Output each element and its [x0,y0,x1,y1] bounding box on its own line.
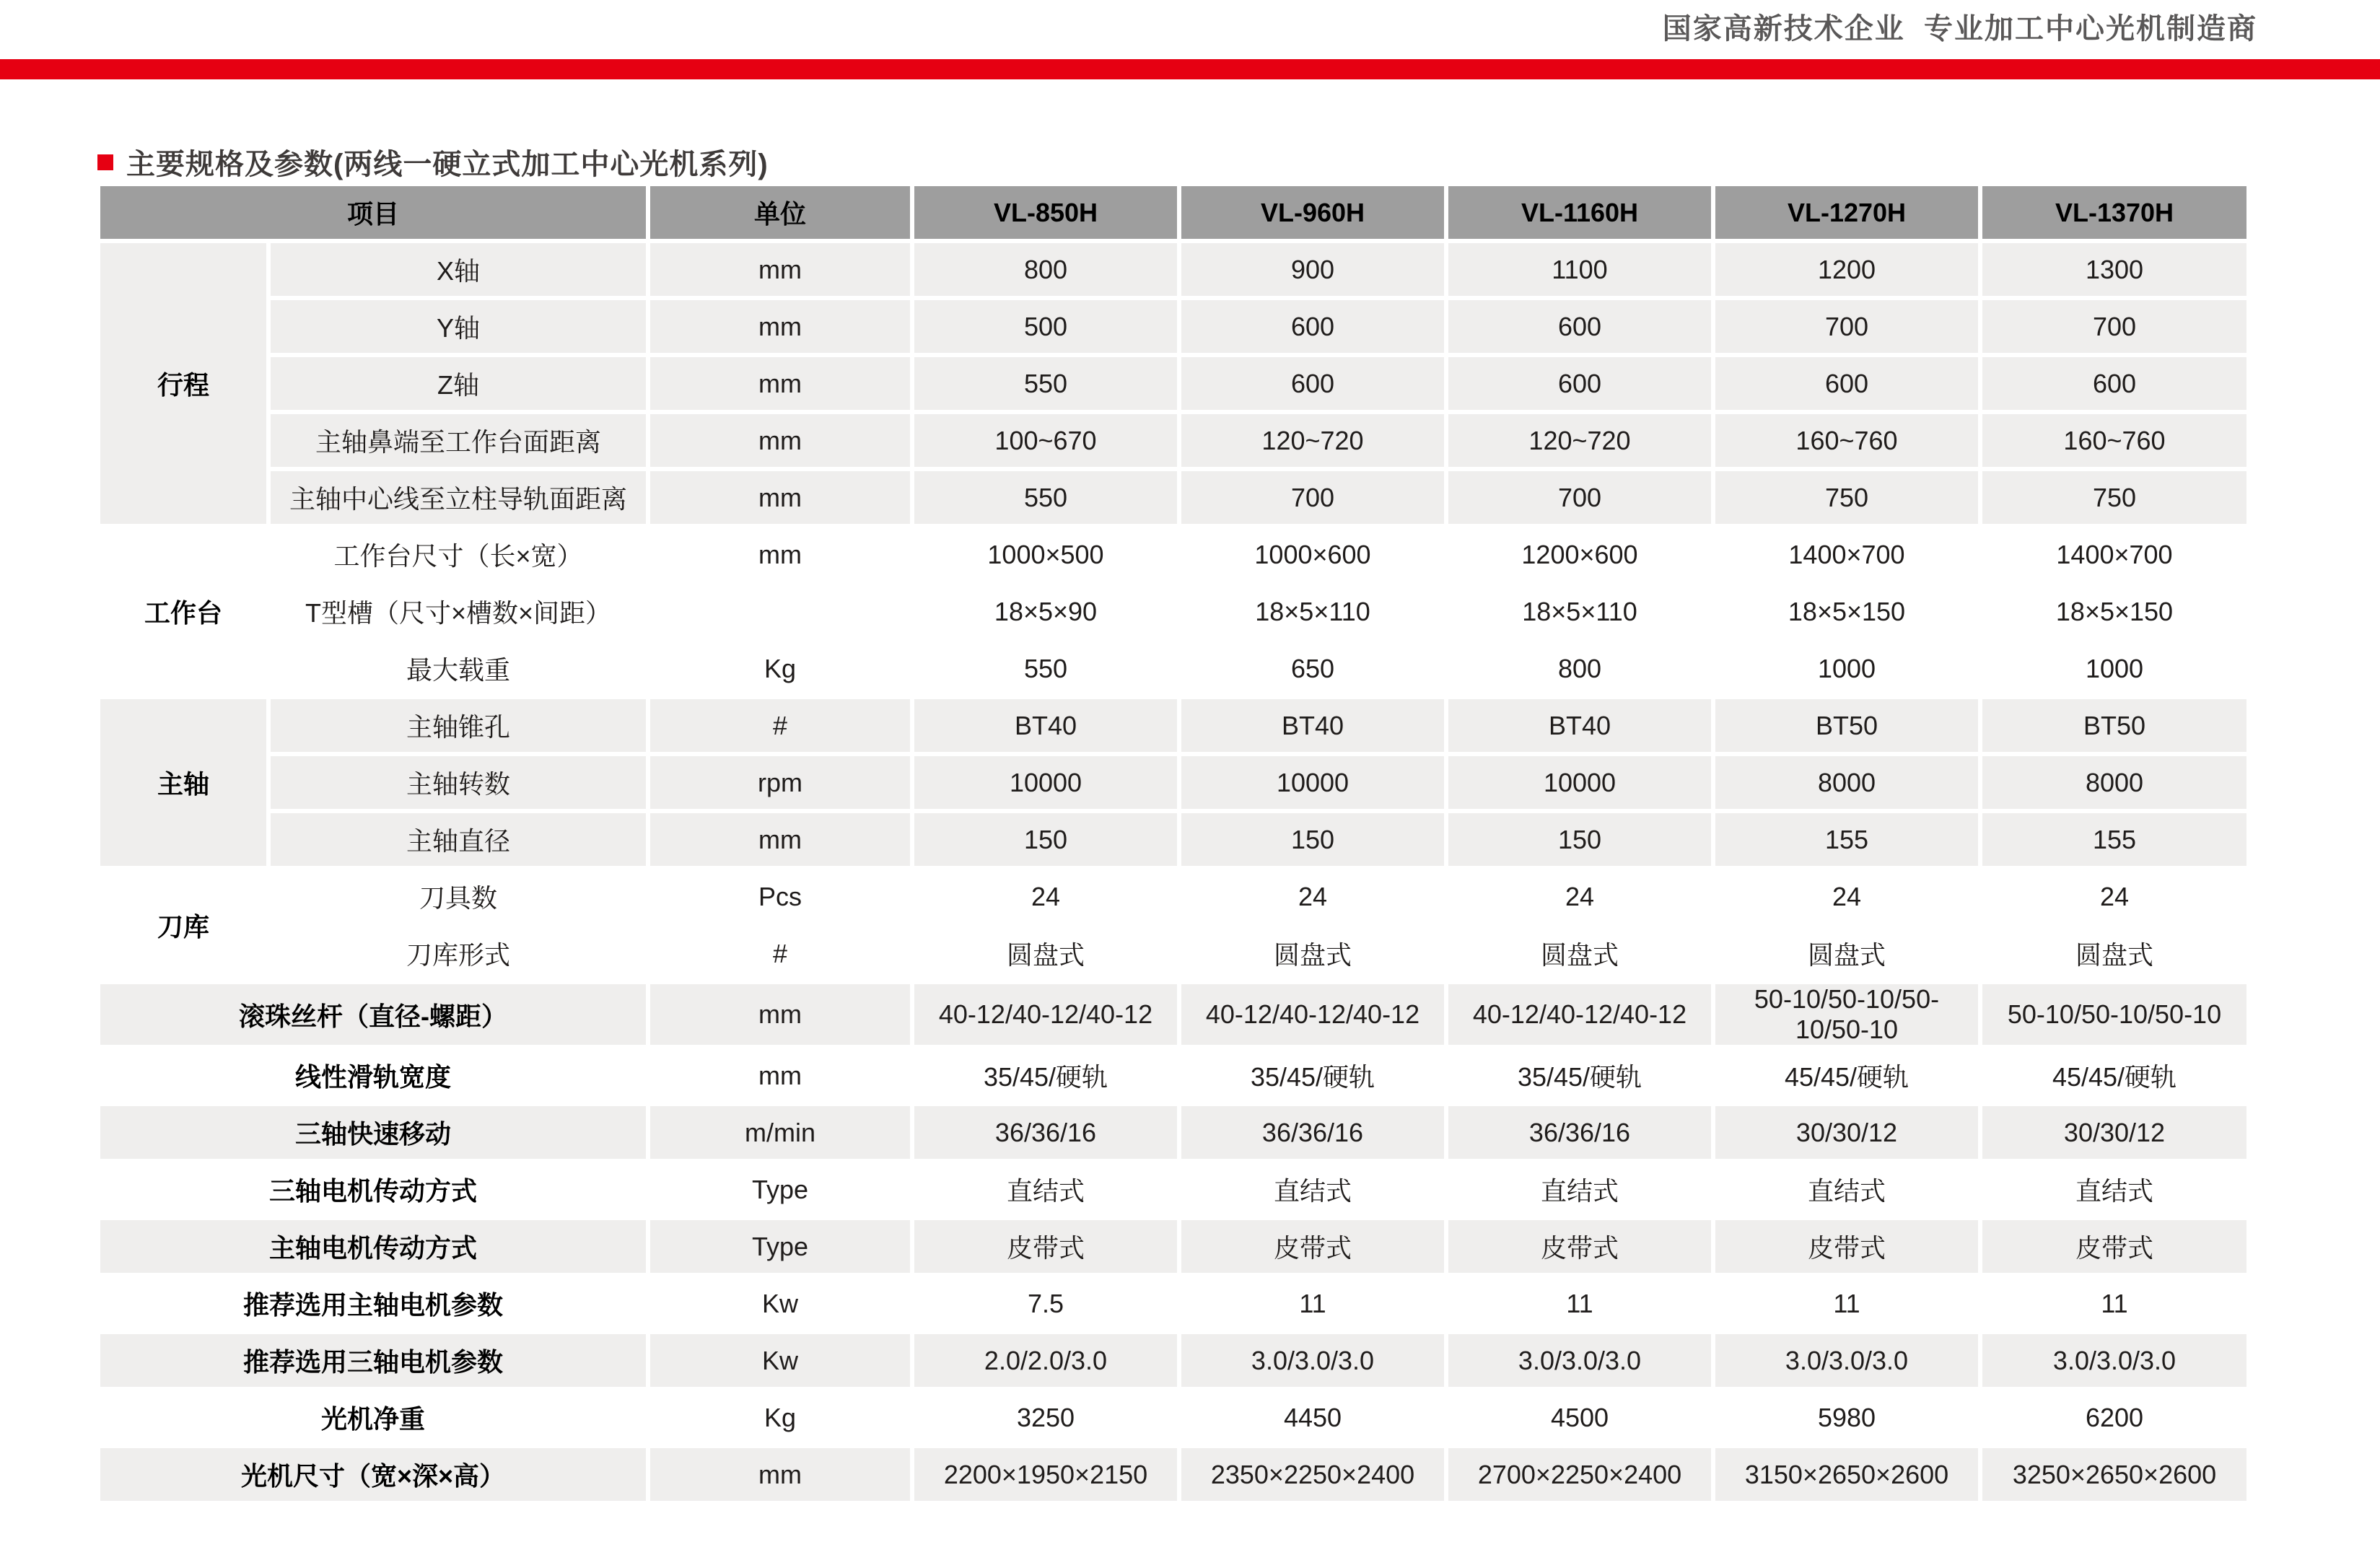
table-row [100,528,2246,581]
header-model-vl850h: VL-850H [914,186,1177,239]
value-cell: 1400×700 [1982,528,2246,581]
row-label: 主轴直径 [271,813,646,866]
value-cell: 圆盘式 [1181,927,1444,980]
table-row [100,585,2246,638]
value-cell: 2.0/2.0/3.0 [914,1334,1177,1387]
unit-cell: rpm [650,756,910,809]
value-cell: 3250 [914,1391,1177,1444]
value-cell: 35/45/硬轨 [1448,1049,1711,1102]
unit-cell: mm [650,1049,910,1102]
value-cell: 10000 [1181,756,1444,809]
value-cell: 3.0/3.0/3.0 [1448,1334,1711,1387]
unit-cell: mm [650,471,910,524]
value-cell: 10000 [914,756,1177,809]
header-model-vl1370h: VL-1370H [1982,186,2246,239]
value-cell: 45/45/硬轨 [1715,1049,1978,1102]
value-cell: 1200 [1715,243,1978,296]
unit-cell: Type [650,1220,910,1273]
table-row [100,1334,2246,1387]
row-label: 工作台尺寸（长×宽） [271,528,646,581]
value-cell: 1000 [1715,642,1978,695]
value-cell: 700 [1448,471,1711,524]
header-item-col: 项目 [100,186,646,239]
unit-cell: Kg [650,642,910,695]
unit-cell: mm [650,528,910,581]
table-row [100,870,2246,923]
value-cell: 50-10/50-10/50-10/50-10 [1715,984,1978,1045]
value-cell: 1100 [1448,243,1711,296]
row-label: 光机尺寸（宽×深×高） [100,1448,646,1501]
unit-cell [650,585,910,638]
value-cell: 160~760 [1982,414,2246,467]
value-cell: 40-12/40-12/40-12 [1448,984,1711,1045]
value-cell: 150 [1181,813,1444,866]
row-label: X轴 [271,243,646,296]
unit-cell: mm [650,813,910,866]
value-cell: 1000×500 [914,528,1177,581]
table-row [100,1277,2246,1330]
value-cell: 皮带式 [1715,1220,1978,1273]
value-cell: 3250×2650×2600 [1982,1448,2246,1501]
value-cell: 600 [1448,357,1711,410]
value-cell: 皮带式 [1181,1220,1444,1273]
row-label: 推荐选用三轴电机参数 [100,1334,646,1387]
value-cell: 11 [1448,1277,1711,1330]
row-label: 最大载重 [271,642,646,695]
value-cell: 24 [1715,870,1978,923]
unit-cell: # [650,699,910,752]
value-cell: 圆盘式 [1982,927,2246,980]
value-cell: 50-10/50-10/50-10 [1982,984,2246,1045]
value-cell: 24 [1448,870,1711,923]
unit-cell: mm [650,243,910,296]
value-cell: 圆盘式 [1448,927,1711,980]
table-row [100,300,2246,353]
group-cell-spindle: 主轴 [100,699,266,866]
unit-cell: Kg [650,1391,910,1444]
unit-cell: mm [650,1448,910,1501]
value-cell: 6200 [1982,1391,2246,1444]
value-cell: 36/36/16 [1448,1106,1711,1159]
value-cell: 600 [1181,357,1444,410]
unit-cell: mm [650,357,910,410]
unit-cell: mm [650,300,910,353]
value-cell: 600 [1448,300,1711,353]
value-cell: 7.5 [914,1277,1177,1330]
value-cell: 18×5×110 [1448,585,1711,638]
value-cell: 1200×600 [1448,528,1711,581]
value-cell: 36/36/16 [1181,1106,1444,1159]
value-cell: 40-12/40-12/40-12 [914,984,1177,1045]
value-cell: 皮带式 [914,1220,1177,1273]
value-cell: 150 [1448,813,1711,866]
header-model-vl1160h: VL-1160H [1448,186,1711,239]
value-cell: 8000 [1715,756,1978,809]
unit-cell: mm [650,414,910,467]
table-row [100,699,2246,752]
value-cell: 155 [1715,813,1978,866]
value-cell: 700 [1715,300,1978,353]
table-row [100,1106,2246,1159]
value-cell: 2350×2250×2400 [1181,1448,1444,1501]
value-cell: 45/45/硬轨 [1982,1049,2246,1102]
value-cell: 650 [1181,642,1444,695]
value-cell: 800 [1448,642,1711,695]
value-cell: 750 [1982,471,2246,524]
value-cell: 3.0/3.0/3.0 [1715,1334,1978,1387]
value-cell: 24 [914,870,1177,923]
value-cell: 18×5×150 [1982,585,2246,638]
row-label: 刀库形式 [271,927,646,980]
value-cell: 36/36/16 [914,1106,1177,1159]
value-cell: 18×5×110 [1181,585,1444,638]
table-row [100,357,2246,410]
row-label: T型槽（尺寸×槽数×间距） [271,585,646,638]
table-row [100,642,2246,695]
value-cell: 550 [914,642,1177,695]
value-cell: 1000×600 [1181,528,1444,581]
value-cell: BT50 [1715,699,1978,752]
row-label: Y轴 [271,300,646,353]
value-cell: 18×5×90 [914,585,1177,638]
row-label: Z轴 [271,357,646,410]
value-cell: 2200×1950×2150 [914,1448,1177,1501]
value-cell: BT50 [1982,699,2246,752]
value-cell: 500 [914,300,1177,353]
value-cell: 700 [1982,300,2246,353]
group-cell-travel: 行程 [100,243,266,524]
value-cell: 800 [914,243,1177,296]
row-label: 光机净重 [100,1391,646,1444]
unit-cell: Pcs [650,870,910,923]
value-cell: 直结式 [1181,1163,1444,1216]
table-row [100,984,2246,1045]
value-cell: 2700×2250×2400 [1448,1448,1711,1501]
value-cell: 700 [1181,471,1444,524]
value-cell: 24 [1181,870,1444,923]
value-cell: 11 [1181,1277,1444,1330]
value-cell: 550 [914,471,1177,524]
table-row [100,1220,2246,1273]
table-row [100,471,2246,524]
value-cell: 150 [914,813,1177,866]
table-row [100,756,2246,809]
row-label: 刀具数 [271,870,646,923]
value-cell: 8000 [1982,756,2246,809]
group-cell-tool-magazine: 刀库 [100,870,266,980]
value-cell: 1300 [1982,243,2246,296]
table-row [100,1391,2246,1444]
value-cell: 皮带式 [1448,1220,1711,1273]
group-cell-worktable: 工作台 [100,528,266,695]
table-row [100,1448,2246,1501]
value-cell: 5980 [1715,1391,1978,1444]
table-header-row [100,186,2246,239]
row-label: 三轴快速移动 [100,1106,646,1159]
unit-cell: # [650,927,910,980]
table-row [100,1163,2246,1216]
value-cell: 直结式 [1715,1163,1978,1216]
value-cell: 直结式 [1448,1163,1711,1216]
value-cell: BT40 [1448,699,1711,752]
value-cell: 11 [1982,1277,2246,1330]
red-square-bullet-icon [97,154,113,170]
value-cell: 155 [1982,813,2246,866]
unit-cell: Type [650,1163,910,1216]
value-cell: 10000 [1448,756,1711,809]
value-cell: 550 [914,357,1177,410]
value-cell: 4450 [1181,1391,1444,1444]
value-cell: 600 [1715,357,1978,410]
value-cell: 3.0/3.0/3.0 [1181,1334,1444,1387]
row-label: 三轴电机传动方式 [100,1163,646,1216]
spec-table [96,182,2251,1505]
value-cell: 120~720 [1448,414,1711,467]
unit-cell: mm [650,984,910,1045]
value-cell: 900 [1181,243,1444,296]
value-cell: BT40 [1181,699,1444,752]
value-cell: 3150×2650×2600 [1715,1448,1978,1501]
value-cell: 30/30/12 [1982,1106,2246,1159]
header-model-vl1270h: VL-1270H [1715,186,1978,239]
value-cell: 18×5×150 [1715,585,1978,638]
header-model-vl960h: VL-960H [1181,186,1444,239]
table-row [100,927,2246,980]
value-cell: 24 [1982,870,2246,923]
row-label: 线性滑轨宽度 [100,1049,646,1102]
row-label: 主轴电机传动方式 [100,1220,646,1273]
value-cell: 30/30/12 [1715,1106,1978,1159]
value-cell: 11 [1715,1277,1978,1330]
value-cell: 圆盘式 [1715,927,1978,980]
row-label: 主轴中心线至立柱导轨面距离 [271,471,646,524]
row-label: 主轴转数 [271,756,646,809]
value-cell: 1400×700 [1715,528,1978,581]
value-cell: 4500 [1448,1391,1711,1444]
unit-cell: Kw [650,1277,910,1330]
unit-cell: m/min [650,1106,910,1159]
value-cell: 120~720 [1181,414,1444,467]
value-cell: 35/45/硬轨 [1181,1049,1444,1102]
unit-cell: Kw [650,1334,910,1387]
value-cell: BT40 [914,699,1177,752]
row-label: 滚珠丝杆（直径-螺距） [100,984,646,1045]
table-row [100,1049,2246,1102]
value-cell: 3.0/3.0/3.0 [1982,1334,2246,1387]
accent-red-bar [0,59,2380,79]
brand-slogan-text: 国家高新技术企业 专业加工中心光机制造商 [1662,13,2257,45]
row-label: 主轴鼻端至工作台面距离 [271,414,646,467]
section-title-text: 主要规格及参数(两线一硬立式加工中心光机系列) [126,149,769,180]
value-cell: 直结式 [914,1163,1177,1216]
value-cell: 1000 [1982,642,2246,695]
value-cell: 40-12/40-12/40-12 [1181,984,1444,1045]
value-cell: 35/45/硬轨 [914,1049,1177,1102]
section-title [97,141,769,183]
table-row [100,243,2246,296]
table-row [100,414,2246,467]
value-cell: 直结式 [1982,1163,2246,1216]
value-cell: 160~760 [1715,414,1978,467]
value-cell: 600 [1982,357,2246,410]
value-cell: 圆盘式 [914,927,1177,980]
value-cell: 100~670 [914,414,1177,467]
value-cell: 皮带式 [1982,1220,2246,1273]
header-unit-col: 单位 [650,186,910,239]
table-row [100,813,2246,866]
value-cell: 600 [1181,300,1444,353]
value-cell: 750 [1715,471,1978,524]
row-label: 主轴锥孔 [271,699,646,752]
row-label: 推荐选用主轴电机参数 [100,1277,646,1330]
